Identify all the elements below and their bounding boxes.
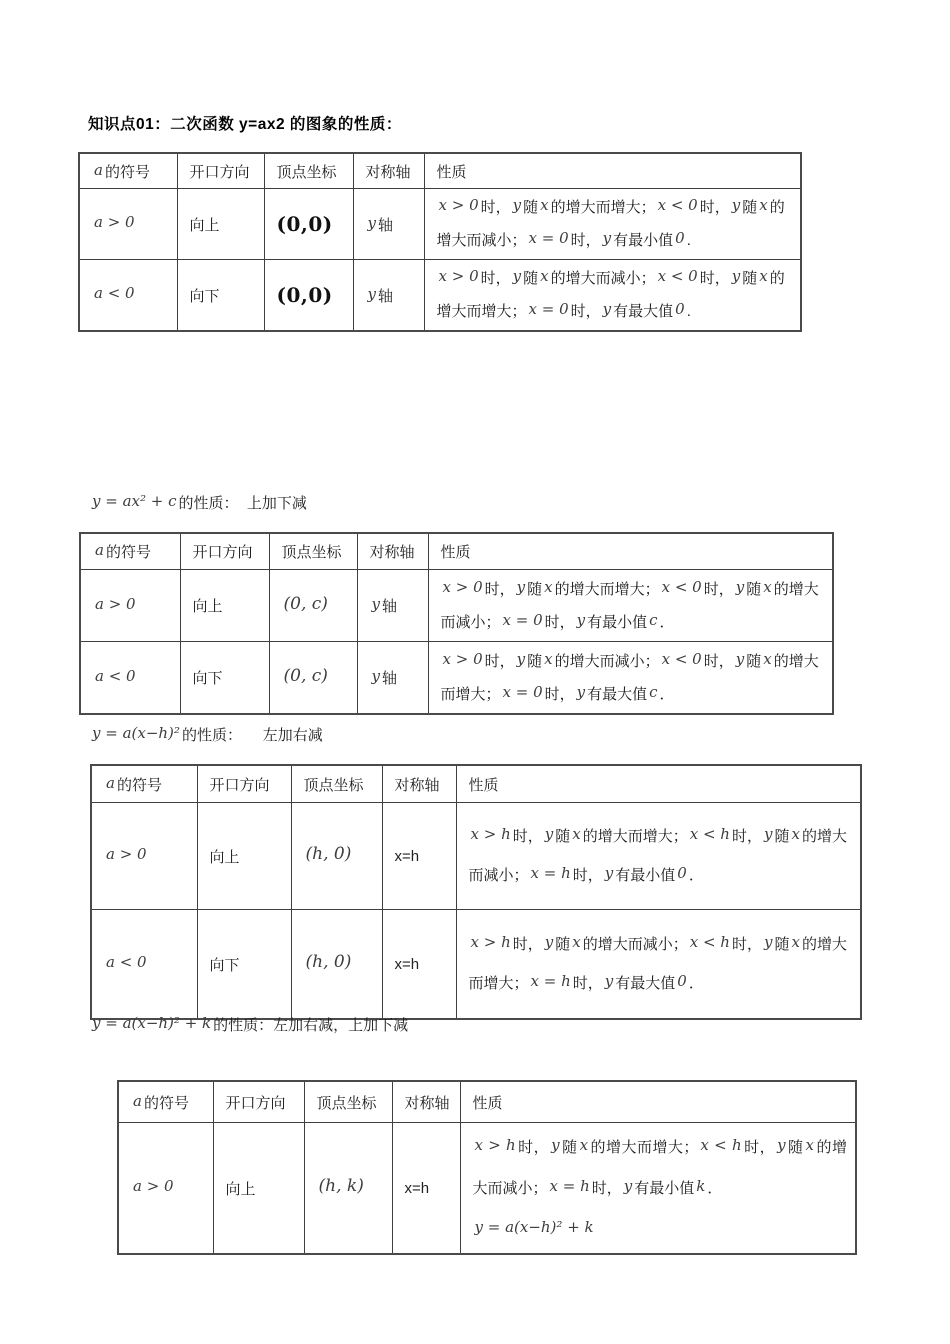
header-property: 性质 <box>456 765 861 803</box>
header-vertex: 顶点坐标 <box>264 153 353 189</box>
header-property: 性质 <box>424 153 801 189</box>
header-direction: 开口方向 <box>213 1081 304 1123</box>
sign-cell: a > 0 <box>91 803 197 910</box>
header-axis: 对称轴 <box>353 153 424 189</box>
axis-cell: y 轴 <box>357 642 428 715</box>
header-direction: 开口方向 <box>177 153 264 189</box>
sign-cell: a < 0 <box>91 910 197 1020</box>
axis-cell: x=h <box>382 910 456 1020</box>
formula-y-a-x-minus-h-squared-plus-k: y = a(x−h)² + k <box>92 1014 212 1032</box>
vertex-cell: (h, 0) <box>291 910 382 1020</box>
page-title: 知识点01：二次函数 y=ax2 的图象的性质： <box>88 116 402 133</box>
table-row <box>91 910 861 1020</box>
vertex-cell: (0, c) <box>269 570 357 642</box>
sign-cell: a < 0 <box>79 260 177 332</box>
table-header-row <box>118 1081 856 1123</box>
table-row <box>118 1123 856 1255</box>
property-cell: x > 0 时， y 随 x 的增大而减小； x < 0 时， y 随 x 的增大而增大； x = 0 时， y 有最大值 0 . <box>424 260 801 332</box>
header-sign: a 的符号 <box>79 153 177 189</box>
property-cell: x > 0 时， y 随 x 的增大而增大； x < 0 时， y 随 x 的增大而减小； x = 0 时， y 有最小值 c ． <box>428 570 833 642</box>
formula-y-ax2-plus-c: y = ax² + c <box>92 492 177 510</box>
direction-cell: 向下 <box>177 260 264 332</box>
section-heading-y-a-x-minus-h-squared: y = a(x−h)² 的性质： 左加右减 <box>92 724 323 744</box>
table-row <box>80 642 833 715</box>
sign-cell: a < 0 <box>80 642 180 715</box>
direction-cell: 向下 <box>180 642 269 715</box>
axis-cell: x=h <box>392 1123 460 1255</box>
axis-cell: y 轴 <box>353 260 424 332</box>
direction-cell: 向上 <box>177 189 264 260</box>
direction-cell: 向上 <box>197 803 291 910</box>
header-axis: 对称轴 <box>382 765 456 803</box>
table-y-ax2-plus-c <box>79 532 834 715</box>
table-y-a-x-minus-h-squared-plus-k <box>117 1080 857 1255</box>
header-axis: 对称轴 <box>357 533 428 570</box>
vertex-cell: (h, 0) <box>291 803 382 910</box>
property-cell: x > h 时， y 随 x 的增大而减小； x < h 时， y 随 x 的增大而增大； x = h 时， y 有最大值 0 ． <box>456 910 861 1020</box>
header-property: 性质 <box>428 533 833 570</box>
section-heading-y-a-x-minus-h-squared-plus-k: y = a(x−h)² + k 的性质：左加右减，上加下减 <box>92 1014 409 1034</box>
vertex-cell: (h, k) <box>304 1123 392 1255</box>
section-heading-y-ax2-plus-c: y = ax² + c 的性质： 上加下减 <box>92 492 307 512</box>
header-property: 性质 <box>460 1081 856 1123</box>
vertex-cell: (0,0) <box>264 260 353 332</box>
sign-cell: a > 0 <box>80 570 180 642</box>
property-cell: x > h 时， y 随 x 的增大而增大； x < h 时， y 随 x 的增大而减小； x = h 时， y 有最小值 0 ． <box>456 803 861 910</box>
vertex-cell: (0,0) <box>264 189 353 260</box>
property-cell: x > 0 时， y 随 x 的增大而增大； x < 0 时， y 随 x 的增大而减小； x = 0 时， y 有最小值 0 . <box>424 189 801 260</box>
header-axis: 对称轴 <box>392 1081 460 1123</box>
direction-cell: 向下 <box>197 910 291 1020</box>
property-cell: x > 0 时， y 随 x 的增大而减小； x < 0 时， y 随 x 的增大而增大； x = 0 时， y 有最大值 c ． <box>428 642 833 715</box>
header-direction: 开口方向 <box>180 533 269 570</box>
header-vertex: 顶点坐标 <box>269 533 357 570</box>
header-sign: a 的符号 <box>80 533 180 570</box>
header-sign: a 的符号 <box>118 1081 213 1123</box>
axis-cell: y 轴 <box>357 570 428 642</box>
property-cell: x > h 时， y 随 x 的增大而增大； x < h 时， y 随 x 的增大而减小； x = h 时， y 有最小值 k ． y = a(x−h)² + k <box>460 1123 856 1255</box>
axis-cell: y 轴 <box>353 189 424 260</box>
formula-y-a-x-minus-h-squared: y = a(x−h)² <box>92 724 180 742</box>
sign-cell: a > 0 <box>118 1123 213 1255</box>
table-header-row <box>79 153 801 189</box>
axis-cell: x=h <box>382 803 456 910</box>
header-vertex: 顶点坐标 <box>304 1081 392 1123</box>
table-y-a-x-minus-h-squared <box>90 764 862 1020</box>
table-header-row <box>91 765 861 803</box>
header-sign: a 的符号 <box>91 765 197 803</box>
direction-cell: 向上 <box>213 1123 304 1255</box>
header-vertex: 顶点坐标 <box>291 765 382 803</box>
vertex-cell: (0, c) <box>269 642 357 715</box>
table-row <box>79 260 801 332</box>
table-row <box>79 189 801 260</box>
sign-cell: a > 0 <box>79 189 177 260</box>
table-row <box>91 803 861 910</box>
table-y-ax2 <box>78 152 802 332</box>
table-header-row <box>80 533 833 570</box>
header-direction: 开口方向 <box>197 765 291 803</box>
direction-cell: 向上 <box>180 570 269 642</box>
table-row <box>80 570 833 642</box>
